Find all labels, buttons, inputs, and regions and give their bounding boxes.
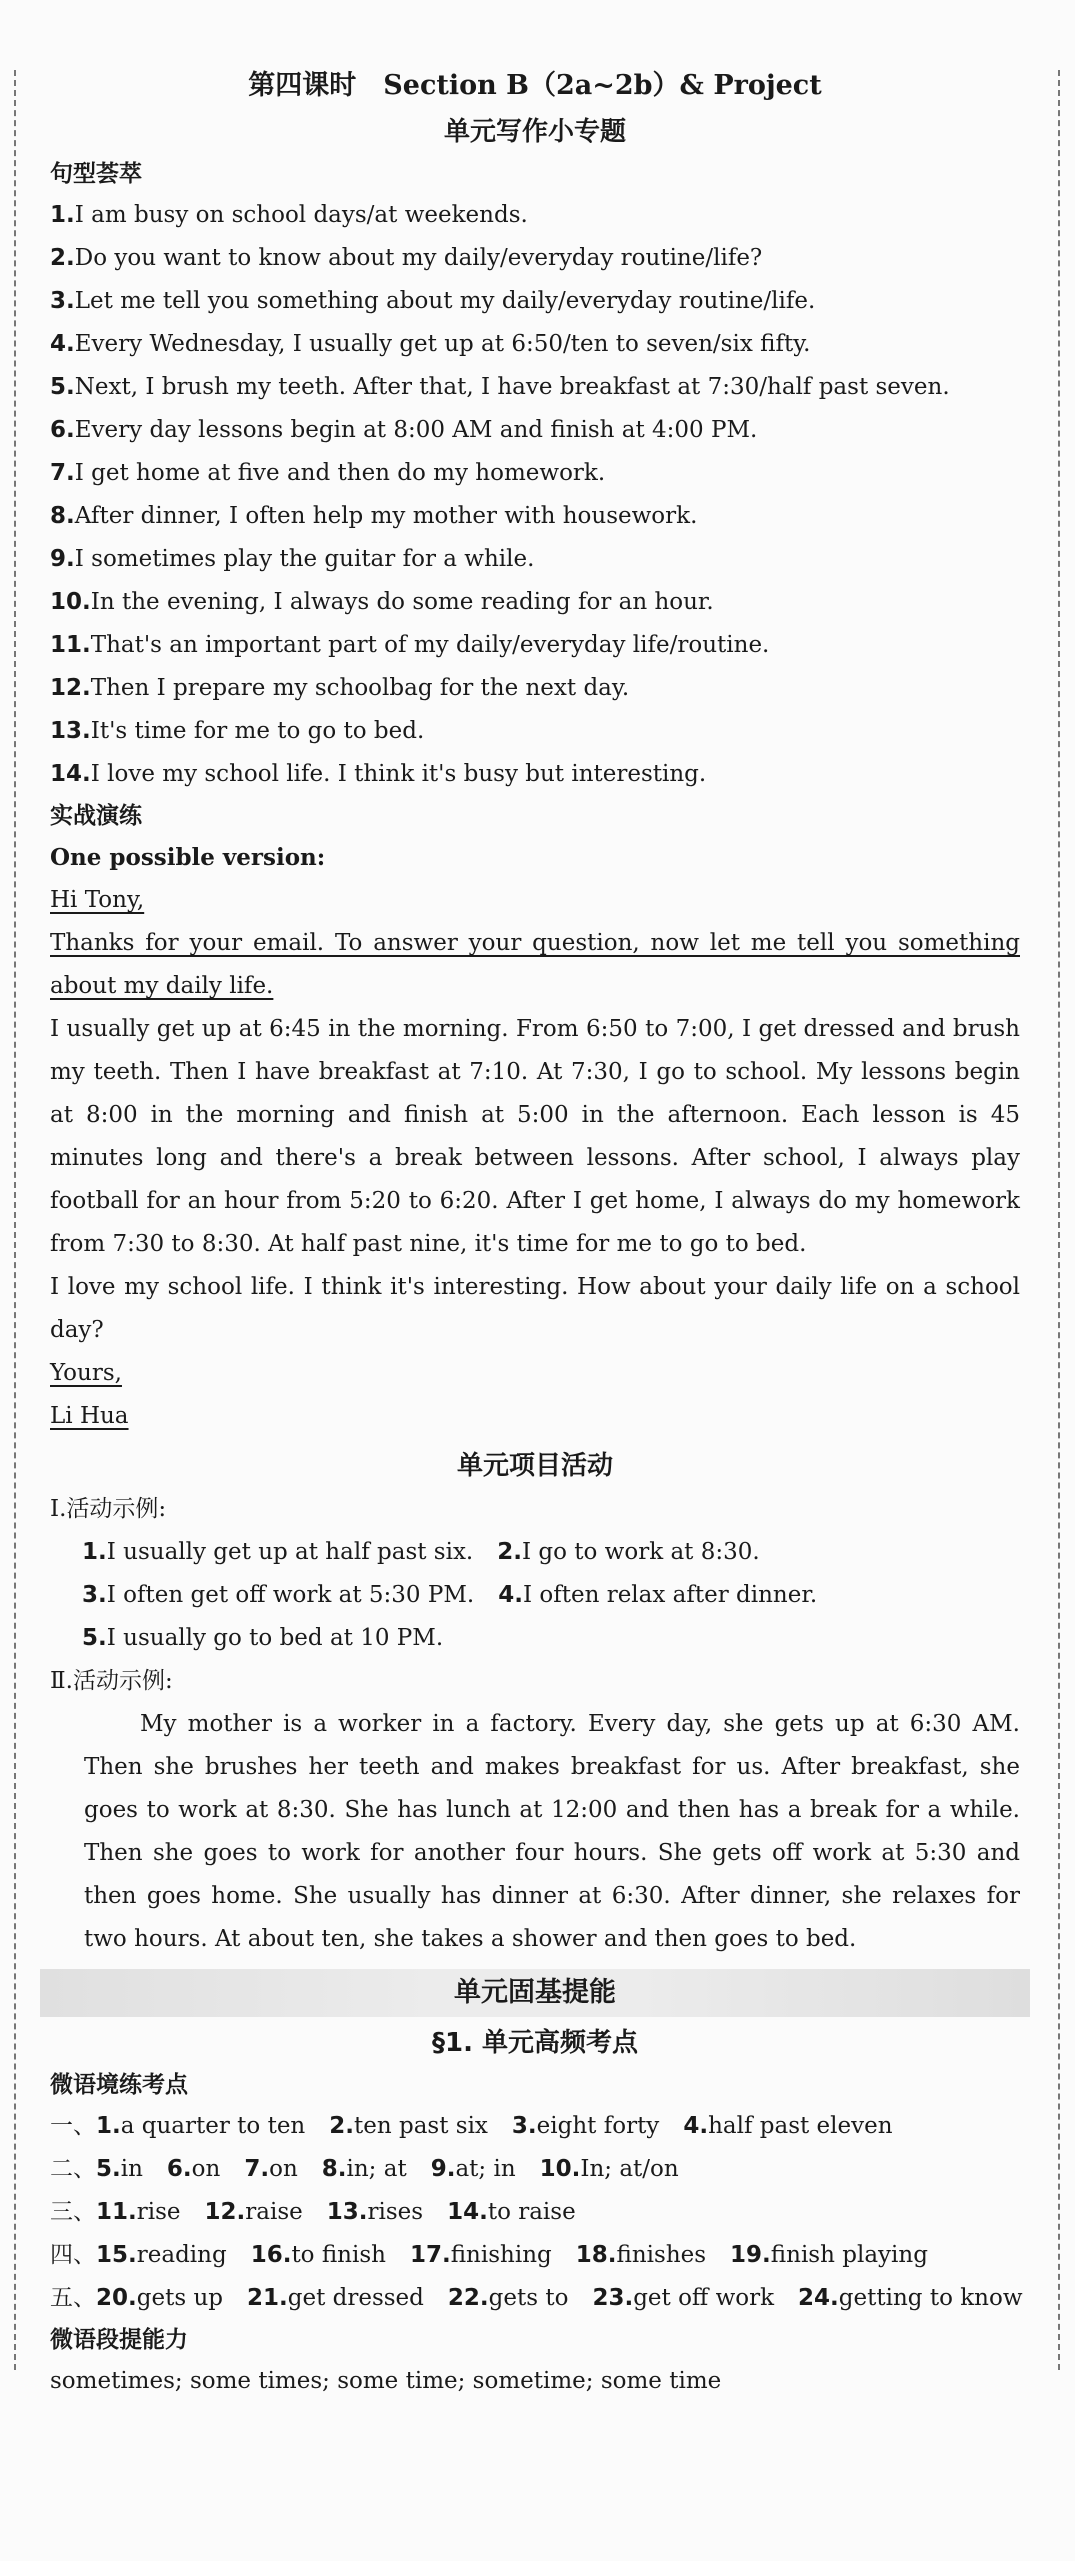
item-number: 5. xyxy=(82,1625,107,1651)
page-content xyxy=(50,62,1023,2403)
item-text: Then I prepare my schoolbag for the next day. xyxy=(90,675,630,701)
answer-text: raise xyxy=(245,2199,303,2225)
answer-number: 13. xyxy=(326,2199,368,2225)
answer-number: 7. xyxy=(244,2156,270,2182)
answer-text: on xyxy=(191,2156,221,2182)
sentence-pattern-item xyxy=(50,366,1020,409)
item-number: 3. xyxy=(82,1582,107,1608)
item-text: Next, I brush my teeth. After that, I have breakfast at 7:30/half past seven. xyxy=(74,374,950,400)
answer-text: ten past six xyxy=(354,2113,488,2139)
letter-body: I usually get up at 6:45 in the morning. From 6:50 to 7:00, I get dressed and brush my teeth. Then I have breakfast at 7:10. At 7:30, I go to school. My lessons begin at 8:00 in the morning and finish at 5:00 in the afternoon. Each lesson is 45 minutes long and there's a break between lessons. After school, I always play football for an hour from 5:20 to 6:20. After I get home, I always do my homework from 7:30 to 8:30. At half past nine, it's time for me to go to bed. xyxy=(50,1016,1020,1257)
part2-example xyxy=(50,1703,1020,1961)
sign-off-text: Yours, xyxy=(50,1360,122,1386)
part2-text: My mother is a worker in a factory. Every day, she gets up at 6:30 AM. Then she brushes her teeth and makes breakfast for us. After breakfast, she goes to work at 8:30. She has lunch at 12:00 and then has a break for a while. Then she goes to work for another four hours. She gets off work at 5:30 and then goes home. She usually has dinner at 6:30. After dinner, she relaxes for two hours. At about ten, she takes a shower and then goes to bed. xyxy=(84,1711,1020,1952)
sentence-pattern-item xyxy=(50,452,1020,495)
answer-text: on xyxy=(269,2156,298,2182)
item-text: I usually go to bed at 10 PM. xyxy=(106,1625,444,1651)
answer-number: 22. xyxy=(447,2285,489,2311)
item-number: 10. xyxy=(50,589,91,615)
sentence-patterns-heading: 句型荟萃 xyxy=(50,161,142,187)
item-text: It's time for me to go to bed. xyxy=(90,718,425,744)
sentence-pattern-item xyxy=(50,280,1020,323)
answer-number: 16. xyxy=(250,2242,292,2268)
answer-number: 10. xyxy=(539,2156,581,2182)
item-text: I go to work at 8:30. xyxy=(522,1539,760,1565)
answer-row xyxy=(50,2191,1020,2234)
consolidation-band: 单元固基提能 xyxy=(40,1969,1030,2017)
sentence-pattern-item xyxy=(50,581,1020,624)
answer-text: gets up xyxy=(136,2285,223,2311)
answer-number: 5. xyxy=(96,2156,121,2182)
row-label: 二、 xyxy=(50,2156,96,2182)
sentence-pattern-list xyxy=(50,194,1020,796)
answer-number: 2. xyxy=(329,2113,354,2139)
micro-context-heading: 微语境练考点 xyxy=(50,2072,188,2098)
answer-number: 14. xyxy=(447,2199,488,2225)
item-text: That's an important part of my daily/everyday life/routine. xyxy=(90,632,770,658)
sentence-pattern-item xyxy=(50,710,1020,753)
sentence-pattern-item xyxy=(50,409,1020,452)
answer-number: 23. xyxy=(592,2285,634,2311)
row-label: 五、 xyxy=(50,2285,96,2311)
answer-number: 19. xyxy=(730,2242,771,2268)
item-number: 14. xyxy=(50,761,91,787)
answer-text: a quarter to ten xyxy=(120,2113,306,2139)
answer-number: 6. xyxy=(166,2156,192,2182)
item-number: 12. xyxy=(50,675,91,701)
sentence-pattern-item xyxy=(50,667,1020,710)
answer-number: 21. xyxy=(246,2285,288,2311)
item-number: 3. xyxy=(50,288,75,314)
item-number: 9. xyxy=(50,546,75,572)
letter-closing: I love my school life. I think it's interesting. How about your daily life on a school day? xyxy=(50,1274,1020,1343)
answer-text: finish playing xyxy=(770,2242,928,2268)
item-text: I usually get up at half past six. xyxy=(106,1539,474,1565)
part2-label: Ⅱ.活动示例: xyxy=(50,1668,173,1694)
item-text: Let me tell you something about my daily/everyday routine/life. xyxy=(74,288,816,314)
row-label: 三、 xyxy=(50,2199,96,2225)
item-text: I sometimes play the guitar for a while. xyxy=(74,546,535,572)
answer-number: 20. xyxy=(96,2285,137,2311)
answer-number: 4. xyxy=(683,2113,709,2139)
answer-text: rise xyxy=(136,2199,181,2225)
item-number: 6. xyxy=(50,417,75,443)
answer-number: 11. xyxy=(96,2199,137,2225)
item-number: 5. xyxy=(50,374,75,400)
answer-text: to raise xyxy=(487,2199,576,2225)
answer-number: 1. xyxy=(96,2113,121,2139)
answer-row xyxy=(50,2277,1023,2320)
item-number: 13. xyxy=(50,718,91,744)
answer-text: getting to know xyxy=(838,2285,1023,2311)
unit-writing-title: 单元写作小专题 xyxy=(443,117,626,147)
item-number: 4. xyxy=(498,1582,523,1608)
answer-row xyxy=(50,2148,1020,2191)
example-row xyxy=(82,1617,1020,1660)
sentence-pattern-item xyxy=(50,538,1020,581)
answer-row xyxy=(50,2234,1020,2277)
answer-number: 3. xyxy=(511,2113,537,2139)
opening-text: Thanks for your email. To answer your question, now let me tell you something about my daily life. xyxy=(50,930,1020,999)
answer-number: 15. xyxy=(96,2242,137,2268)
row-label: 四、 xyxy=(50,2242,96,2268)
sentence-pattern-item xyxy=(50,194,1020,237)
example-row xyxy=(82,1574,1020,1617)
letter-greeting xyxy=(50,879,1020,922)
answer-number: 12. xyxy=(204,2199,246,2225)
sentence-pattern-item xyxy=(50,624,1020,667)
example-row xyxy=(82,1531,1020,1574)
section-title: §1. 单元高频考点 xyxy=(431,2028,639,2058)
answer-number: 9. xyxy=(430,2156,456,2182)
answer-rows xyxy=(50,2105,1023,2320)
sentence-pattern-item xyxy=(50,753,1020,796)
item-text: Every Wednesday, I usually get up at 6:50/ten to seven/six fifty. xyxy=(74,331,811,357)
item-text: I often get off work at 5:30 PM. xyxy=(106,1582,475,1608)
answer-text: gets to xyxy=(488,2285,569,2311)
greeting-text: Hi Tony, xyxy=(50,887,145,913)
answer-text: in xyxy=(120,2156,143,2182)
answer-text: get off work xyxy=(633,2285,775,2311)
item-text: I love my school life. I think it's busy but interesting. xyxy=(90,761,707,787)
answer-text: rises xyxy=(367,2199,424,2225)
answer-text: finishes xyxy=(616,2242,707,2268)
sentence-pattern-item xyxy=(50,323,1020,366)
part1-label: Ⅰ.活动示例: xyxy=(50,1496,167,1522)
letter-sign-off xyxy=(50,1352,1020,1395)
left-dashed-margin xyxy=(14,70,16,2370)
item-text: I get home at five and then do my homework. xyxy=(74,460,606,486)
item-number: 2. xyxy=(50,245,75,271)
item-number: 11. xyxy=(50,632,91,658)
item-number: 7. xyxy=(50,460,75,486)
item-text: After dinner, I often help my mother with housework. xyxy=(74,503,698,529)
sentence-pattern-item xyxy=(50,495,1020,538)
micro-paragraph-answer: sometimes; some times; some time; sometime; some time xyxy=(50,2368,722,2394)
answer-text: In; at/on xyxy=(580,2156,679,2182)
letter-signature xyxy=(50,1395,1020,1438)
lesson-title: 第四课时 Section B（2a~2b）& Project xyxy=(248,70,822,101)
item-text: Do you want to know about my daily/everyday routine/life? xyxy=(74,245,763,271)
signature-text: Li Hua xyxy=(50,1403,129,1429)
row-label: 一、 xyxy=(50,2113,96,2139)
answer-text: in; at xyxy=(346,2156,407,2182)
micro-paragraph-heading: 微语段提能力 xyxy=(50,2327,188,2353)
project-title: 单元项目活动 xyxy=(456,1451,613,1481)
item-text: In the evening, I always do some reading for an hour. xyxy=(90,589,714,615)
answer-text: half past eleven xyxy=(708,2113,893,2139)
answer-row xyxy=(50,2105,1020,2148)
item-number: 4. xyxy=(50,331,75,357)
item-number: 2. xyxy=(497,1539,522,1565)
answer-number: 8. xyxy=(321,2156,347,2182)
answer-number: 18. xyxy=(575,2242,617,2268)
item-text: I am busy on school days/at weekends. xyxy=(74,202,528,228)
item-number: 1. xyxy=(50,202,75,228)
answer-text: reading xyxy=(136,2242,227,2268)
answer-text: get dressed xyxy=(287,2285,424,2311)
item-text: Every day lessons begin at 8:00 AM and finish at 4:00 PM. xyxy=(74,417,758,443)
answer-number: 17. xyxy=(409,2242,451,2268)
part1-examples xyxy=(50,1531,1020,1660)
letter-opening xyxy=(50,922,1020,1008)
practice-heading: 实战演练 xyxy=(50,803,142,829)
right-dashed-margin xyxy=(1058,70,1060,2370)
version-label: One possible version: xyxy=(50,844,326,871)
answer-text: eight forty xyxy=(536,2113,660,2139)
item-number: 8. xyxy=(50,503,75,529)
answer-text: to finish xyxy=(291,2242,386,2268)
item-text: I often relax after dinner. xyxy=(522,1582,818,1608)
answer-text: finishing xyxy=(450,2242,552,2268)
sentence-pattern-item xyxy=(50,237,1020,280)
item-number: 1. xyxy=(82,1539,107,1565)
answer-number: 24. xyxy=(798,2285,839,2311)
answer-text: at; in xyxy=(455,2156,516,2182)
